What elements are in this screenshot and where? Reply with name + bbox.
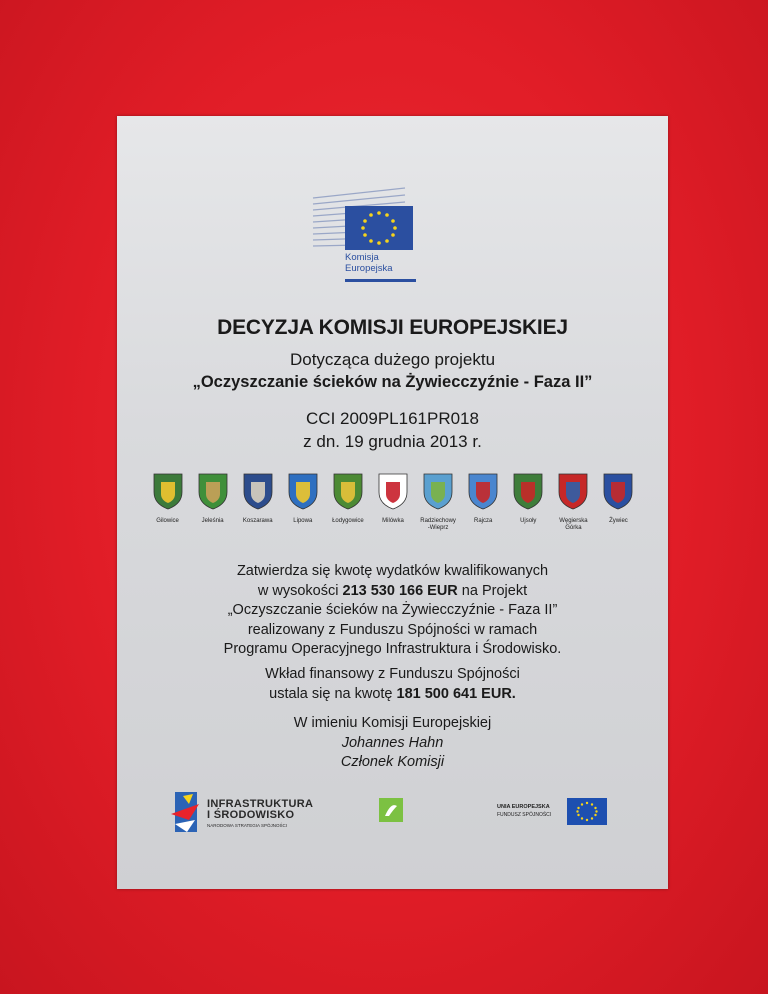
infrastruktura-srodowisko-logo <box>169 790 319 840</box>
document-title: DECYZJA KOMISJI EUROPEJSKIEJ <box>217 316 568 339</box>
crest-3 <box>236 472 280 525</box>
signatory-role: Członek Komisji <box>340 754 445 770</box>
crest-label: Jeleśnia <box>201 518 224 524</box>
crest-8 <box>461 472 505 525</box>
crest-label: Koszarawa <box>242 518 273 524</box>
crest-label: Gilowice <box>156 518 179 524</box>
crest-label: Żywiec <box>609 518 628 524</box>
eu-cohesion-fund-logo <box>497 798 617 838</box>
signature-block <box>117 714 668 773</box>
p1-line2-end: na Projekt <box>457 582 528 599</box>
crest-2 <box>191 472 235 525</box>
lodygowice-crest-icon <box>332 472 364 510</box>
jelesnia-crest-icon <box>197 472 229 510</box>
crest-9 <box>506 472 550 525</box>
crest-10 <box>551 472 595 532</box>
contribution-paragraph <box>117 665 668 704</box>
milowka-crest-icon <box>377 472 409 510</box>
crest-11 <box>596 472 640 525</box>
zywiec-crest-icon <box>602 472 634 510</box>
crest-label: Milówka <box>382 518 404 524</box>
p2-line1: Wkład finansowy z Funduszu Spójności <box>265 666 520 682</box>
municipality-crests <box>145 472 641 542</box>
eu-logo-line1: UNIA EUROPEJSKA <box>497 804 550 810</box>
cci-number: CCI 2009PL161PR018 <box>306 409 479 428</box>
p1-line3: „Oczyszczanie ścieków na Żywiecczyźnie - Faza II” <box>227 602 558 618</box>
eligible-amount: 213 530 166 EUR <box>342 582 458 599</box>
eu-flag-icon <box>567 798 607 825</box>
ec-logo-line2: Europejska <box>345 263 393 274</box>
infrastruktura-emblem-icon <box>169 790 203 836</box>
ec-logo-underline <box>345 279 416 282</box>
ec-logo-caption <box>345 252 425 274</box>
green-program-logo <box>379 798 403 822</box>
crest-7 <box>416 472 460 532</box>
plaque <box>117 116 668 889</box>
approval-paragraph <box>117 562 668 660</box>
ec-logo-line1: Komisja <box>345 252 379 263</box>
lipowa-crest-icon <box>287 472 319 510</box>
ujsoly-crest-icon <box>512 472 544 510</box>
p1-line1: Zatwierdza się kwotę wydatków kwalifikowanych <box>236 563 549 579</box>
crest-label: Rajcza <box>474 518 493 524</box>
p1-line2-start: w wysokości <box>257 582 343 599</box>
p2-line2-start: ustala się na kwotę <box>269 685 397 702</box>
crest-5 <box>326 472 370 525</box>
eu-logo-line2: FUNDUSZ SPÓJNOŚCI <box>497 812 552 818</box>
rajcza-crest-icon <box>467 472 499 510</box>
crest-label-line2: -Wieprz <box>427 525 449 531</box>
is-logo-line3: NARODOWA STRATEGIA SPÓJNOŚCI <box>207 823 288 828</box>
crest-label: Radziechowy <box>420 518 456 524</box>
crest-4 <box>281 472 325 525</box>
subtitle-line2: „Oczyszczanie ścieków na Żywiecczyźnie - Faza II” <box>192 373 593 391</box>
radziechowy-wieprz-crest-icon <box>422 472 454 510</box>
signatory-name: Johannes Hahn <box>341 734 444 751</box>
p2-line2 <box>117 685 668 705</box>
crest-label: Węgierska <box>559 518 588 524</box>
crest-1 <box>146 472 190 525</box>
crest-label: Lipowa <box>293 518 313 524</box>
p1-line5: Programu Operacyjnego Infrastruktura i Środowisko. <box>223 641 562 657</box>
koszarawa-crest-icon <box>242 472 274 510</box>
contribution-amount: 181 500 641 EUR. <box>396 685 516 702</box>
p1-line2 <box>117 582 668 602</box>
crest-label: Ujsoły <box>520 518 537 524</box>
decision-date: z dn. 19 grudnia 2013 r. <box>303 432 482 451</box>
is-logo-line2: I ŚRODOWISKO <box>207 809 295 821</box>
on-behalf-line: W imieniu Komisji Europejskiej <box>293 715 492 731</box>
green-emblem-icon <box>379 798 403 822</box>
p1-line4: realizowany z Funduszu Spójności w ramach <box>247 621 538 638</box>
is-logo-line1: INFRASTRUKTURA <box>207 798 314 810</box>
subtitle-line1: Dotycząca dużego projektu <box>289 350 496 369</box>
wegierska-gorka-crest-icon <box>557 472 589 510</box>
crest-6 <box>371 472 415 525</box>
crest-label: Łodygowice <box>332 518 364 524</box>
crest-label-line2: Górka <box>565 525 582 531</box>
gilowice-crest-icon <box>152 472 184 510</box>
